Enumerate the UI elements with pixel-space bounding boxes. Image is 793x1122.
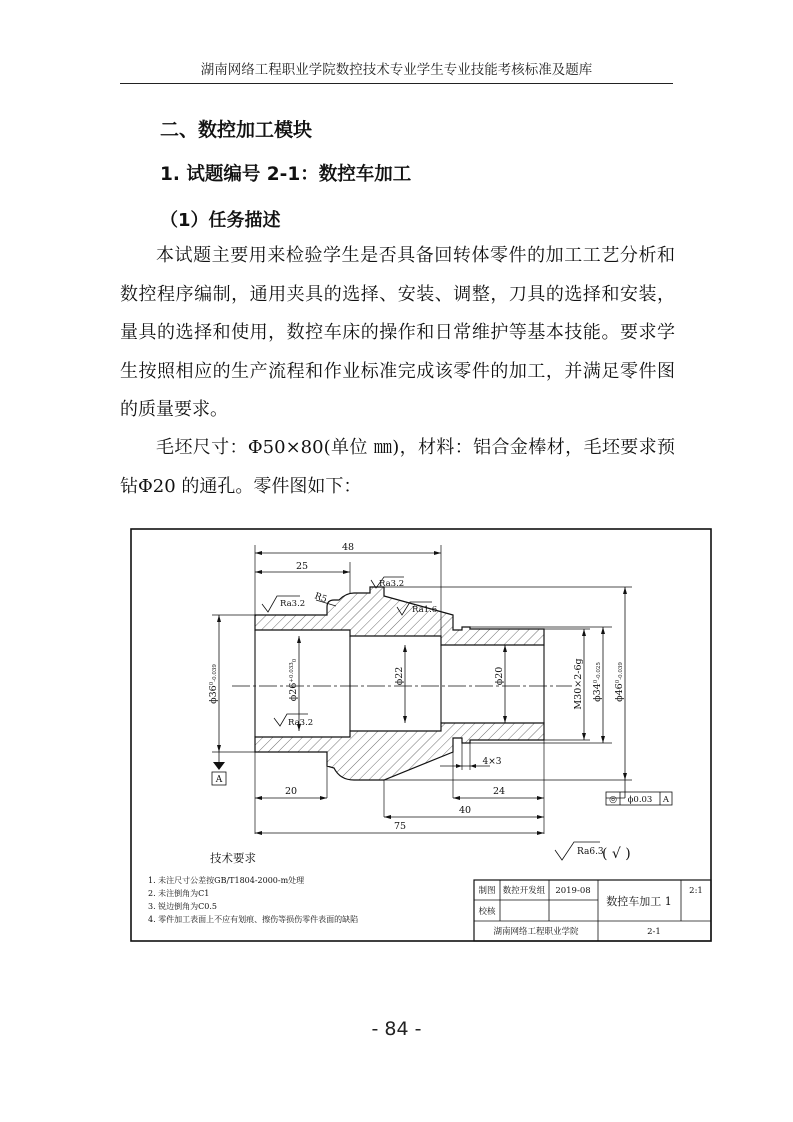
header-rule bbox=[120, 83, 673, 84]
dim-24: 24 bbox=[492, 786, 506, 797]
ra32-top: Ra3.2 bbox=[280, 599, 306, 609]
school-name: 湖南网络工程职业学院 bbox=[493, 927, 579, 937]
drawing-code: 2-1 bbox=[647, 927, 661, 937]
page-header: 湖南网络工程职业学院数控技术专业学生专业技能考核标准及题库 bbox=[200, 62, 593, 78]
dim-phi20: ϕ20 bbox=[494, 666, 505, 686]
datum-triangle bbox=[213, 762, 225, 770]
tech-req-3: 3. 锐边倒角为C0.5 bbox=[148, 902, 218, 911]
tech-req-title: 技术要求 bbox=[210, 851, 256, 865]
tolerance-symbol: ◎ bbox=[609, 795, 617, 805]
ra63: Ra6.3 bbox=[577, 847, 604, 857]
blank-size-paragraph: 毛坯尺寸：Φ50×80(单位 ㎜)，材料：铝合金棒材，毛坯要求预钻Φ20 的通孔。零件图如下： bbox=[120, 437, 675, 497]
dim-groove: 4×3 bbox=[482, 757, 502, 767]
extension-lines bbox=[212, 545, 632, 834]
dimension-lines bbox=[219, 553, 625, 833]
dim-r5: R5 bbox=[312, 591, 329, 606]
task-description: 本试题主要用来检验学生是否具备回转体零件的加工工艺分析和数控程序编制，通用夹具的选择、安装、调整，刀具的选择和安装，量具的选择和使用，数控车床的操作和日常维护等基本技能。要求学生按照相应的生产流程和作业标准完成该零件的加工，并满足零件图的质量要求。 bbox=[120, 245, 675, 420]
tech-req-1: 1. 未注尺寸公差按GB/T1804-2000-m处理 bbox=[148, 876, 305, 885]
page-number: - 84 - bbox=[371, 1018, 422, 1040]
roughness-check: ( √ ) bbox=[602, 846, 631, 862]
drawn-date: 2019-08 bbox=[555, 886, 591, 896]
drawn-by: 数控开发组 bbox=[502, 886, 546, 896]
tech-req-2: 2. 未注倒角为C1 bbox=[148, 889, 210, 898]
dim-75: 75 bbox=[393, 821, 407, 832]
check-label: 校核 bbox=[478, 907, 496, 917]
part-drawing bbox=[130, 528, 712, 942]
task-title: （1）任务描述 bbox=[160, 210, 281, 231]
ra16: Ra1.6 bbox=[412, 605, 438, 615]
dim-m30: M30×2-6g bbox=[573, 658, 584, 710]
section-title: 二、数控加工模块 bbox=[160, 119, 313, 141]
dim-phi26: $\phi 26^{+0.033}_0$ bbox=[288, 658, 299, 702]
ra32-left: Ra3.2 bbox=[379, 579, 405, 589]
dim-phi36: $\phi 36^0_{-0.039}$ bbox=[208, 664, 219, 704]
datum-label: A bbox=[215, 775, 223, 785]
part-name: 数控车加工 1 bbox=[606, 895, 672, 908]
scale: 2:1 bbox=[689, 886, 703, 896]
question-title: 1. 试题编号 2-1：数控车加工 bbox=[160, 164, 412, 185]
dim-phi46: $\phi 46^0_{-0.039}$ bbox=[614, 662, 625, 702]
ra32-bore: Ra3.2 bbox=[288, 718, 314, 728]
tolerance-value: ϕ0.03 bbox=[627, 795, 653, 805]
dim-phi22: ϕ22 bbox=[394, 666, 405, 686]
dim-25: 25 bbox=[295, 561, 309, 572]
dim-phi34: $\phi 34^0_{-0.025}$ bbox=[592, 662, 603, 702]
dim-48: 48 bbox=[341, 542, 355, 553]
tolerance-frame bbox=[606, 792, 672, 805]
arrowheads bbox=[217, 551, 627, 835]
drawn-label: 制图 bbox=[478, 886, 496, 896]
tolerance-datum: A bbox=[662, 795, 670, 805]
dim-20: 20 bbox=[284, 786, 298, 797]
dim-40: 40 bbox=[458, 805, 472, 816]
tech-req-4: 4. 零件加工表面上不应有划痕、擦伤等损伤零件表面的缺陷 bbox=[148, 915, 359, 924]
